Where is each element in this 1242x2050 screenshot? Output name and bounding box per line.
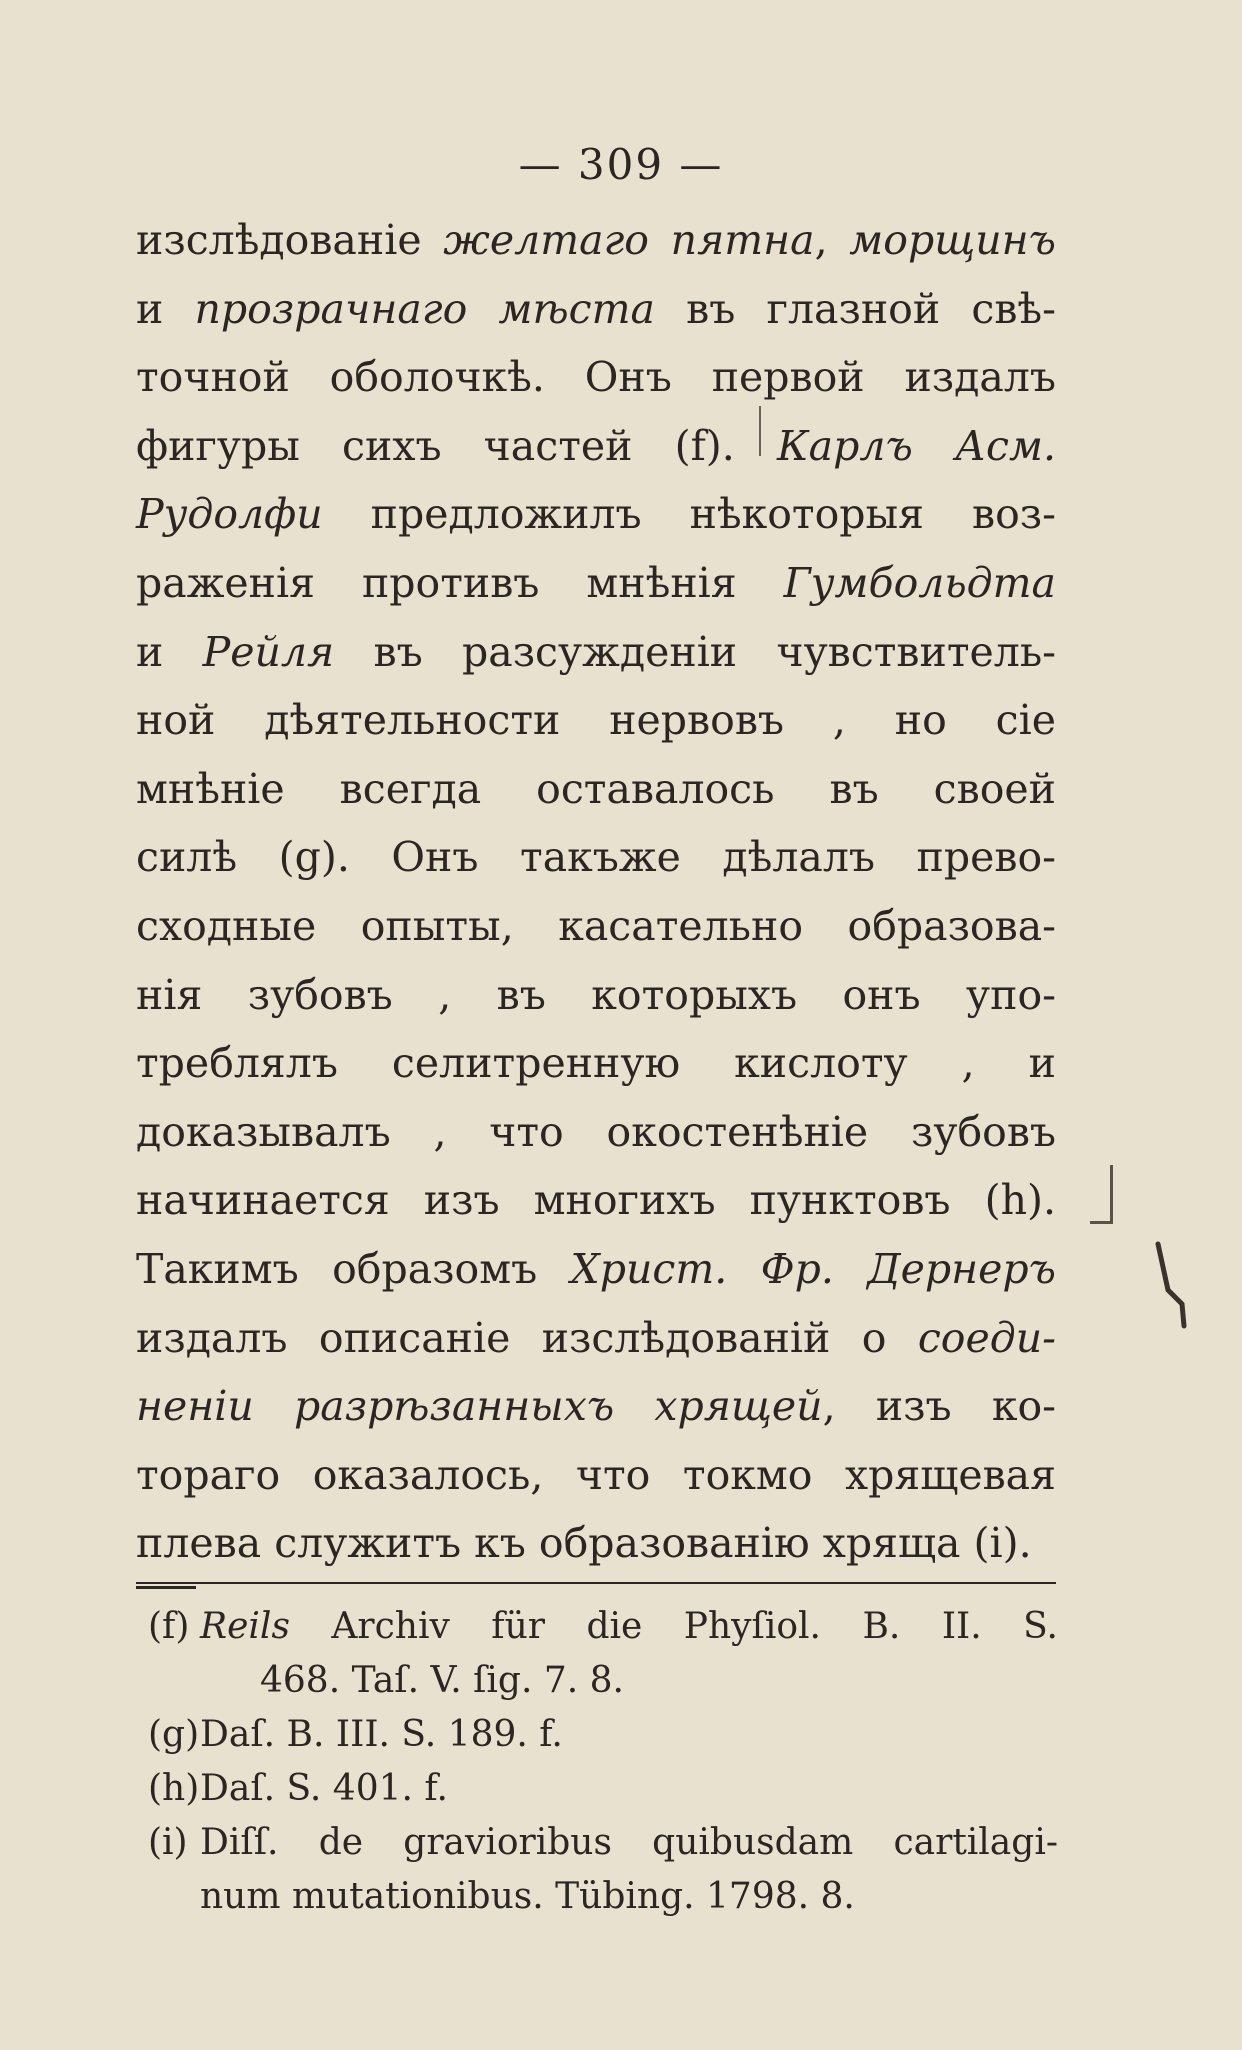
text-line xyxy=(136,892,1056,961)
text-line xyxy=(136,412,1056,481)
italic-text: Христ. Фр. Дернеръ xyxy=(570,1244,1056,1293)
footnote-text: num mutationibus. Tübing. 1798. 8. xyxy=(200,1876,855,1917)
footnote-text: Archiv für die Phyſiol. B. II. S. xyxy=(331,1606,1058,1647)
text-line xyxy=(136,618,1056,687)
italic-text: Рудолфи xyxy=(136,490,323,539)
footnote-i xyxy=(148,1816,1058,1924)
text-line xyxy=(136,1304,1056,1373)
italic-text: прозрачнаго мѣста xyxy=(194,284,655,333)
italic-text: Рейля xyxy=(202,627,335,676)
text-run: силѣ (g). Онъ такъже дѣлалъ прево- xyxy=(136,833,1056,882)
text-line xyxy=(136,686,1056,755)
text-run: , xyxy=(814,216,850,264)
text-line xyxy=(136,1372,1056,1441)
italic-text: желтаго пятна xyxy=(443,216,815,264)
text-line xyxy=(136,480,1056,549)
italic-text: Карлъ Асм. xyxy=(776,421,1056,470)
footnote-g xyxy=(148,1708,1058,1762)
footnote-mark: (g) xyxy=(148,1714,200,1755)
text-line xyxy=(136,1509,1056,1578)
italic-text: соеди- xyxy=(917,1313,1056,1362)
italic-text: морщинъ xyxy=(849,216,1056,264)
text-line xyxy=(136,549,1056,618)
text-run: предложилъ нѣкоторыя воз- xyxy=(322,490,1056,539)
text-run: треблялъ селитренную кислоту , и xyxy=(136,1039,1056,1088)
text-run: издалъ описаніе изслѣдованій о xyxy=(136,1313,918,1362)
text-run: доказывалъ , что окостенѣніе зубовъ xyxy=(136,1107,1056,1156)
footnote-text: Daſ. S. 401. f. xyxy=(200,1768,448,1809)
text-line xyxy=(136,1235,1056,1304)
footnote-author: Reils xyxy=(200,1606,290,1647)
text-run: въ глазной свѣ- xyxy=(654,284,1057,333)
footnotes xyxy=(148,1600,1058,1924)
footnote-text: Daſ. B. III. S. 189. f. xyxy=(200,1714,563,1755)
text-line xyxy=(136,275,1056,344)
text-run: точной оболочкѣ. Онъ первой издалъ xyxy=(136,353,1056,402)
margin-tick-mark xyxy=(1152,1240,1192,1330)
text-line xyxy=(136,961,1056,1030)
text-run: и xyxy=(136,627,203,676)
text-run: нія зубовъ , въ которыхъ онъ упо- xyxy=(136,970,1056,1019)
text-line xyxy=(136,206,1056,275)
text-run: въ разсужденіи чувствитель- xyxy=(334,627,1056,676)
text-run: изслѣдованіе xyxy=(136,216,444,264)
text-run: Такимъ образомъ xyxy=(136,1244,571,1293)
text-run: раженія противъ мнѣнія xyxy=(136,558,784,607)
text-run: фигуры сихъ частей (f). xyxy=(136,421,777,470)
text-run: , изъ ко- xyxy=(822,1382,1056,1431)
text-line xyxy=(136,1029,1056,1098)
text-run: сходные опыты, касательно образова- xyxy=(136,901,1056,950)
footnote-mark: (f) xyxy=(148,1606,190,1647)
main-text xyxy=(136,206,1056,1578)
text-line xyxy=(136,1441,1056,1510)
text-run: мнѣніе всегда оставалось въ своей xyxy=(136,764,1056,813)
footnote-mark: (h) xyxy=(148,1768,200,1809)
footnote-rule-short xyxy=(136,1586,196,1589)
footnote-f xyxy=(148,1600,1058,1708)
footnote-mark: (i) xyxy=(148,1822,188,1863)
text-run: начинается изъ многихъ пунктовъ (h). xyxy=(136,1176,1056,1225)
text-line xyxy=(136,1166,1056,1235)
text-run: тораго оказалось, что токмо хрящевая xyxy=(136,1450,1056,1499)
text-line xyxy=(136,1098,1056,1167)
italic-text: Гумбольдта xyxy=(783,558,1056,607)
text-run: ной дѣятельности нервовъ , но сіе xyxy=(136,696,1056,745)
footnote-h xyxy=(148,1762,1058,1816)
italic-text: неніи разрѣзанныхъ хрящей xyxy=(136,1382,823,1431)
text-line xyxy=(136,343,1056,412)
pencil-bracket-mark xyxy=(759,406,764,456)
page-number: — 309 — xyxy=(518,140,724,189)
text-run: плева служитъ къ образованію хряща (i). xyxy=(136,1519,1032,1568)
footnote-text: Diſſ. de gravioribus quibusdam cartilagi- xyxy=(200,1822,1058,1863)
footnote-text: 468. Taſ. V. ſig. 7. 8. xyxy=(260,1660,624,1701)
text-line xyxy=(136,823,1056,892)
footnote-rule xyxy=(136,1582,1056,1584)
margin-pencil-mark xyxy=(1090,1165,1113,1224)
text-run: и xyxy=(136,284,195,333)
text-line xyxy=(136,755,1056,824)
